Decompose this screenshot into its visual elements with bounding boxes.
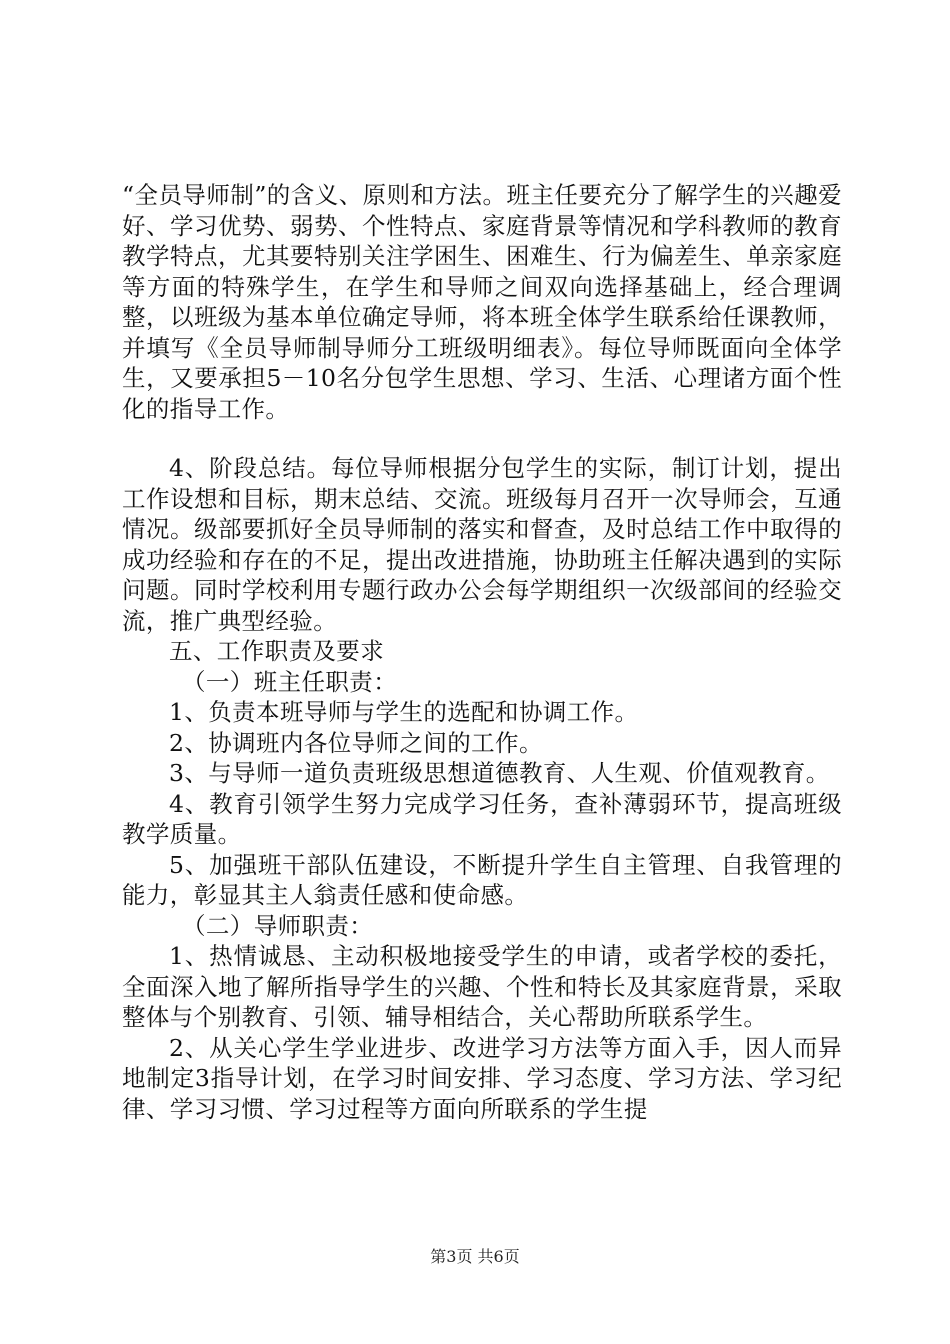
subheading-head-teacher: （一）班主任职责：	[182, 667, 398, 696]
page-number-footer: 第3页 共6页	[430, 1247, 520, 1266]
section-heading-duties: 五、工作职责及要求	[169, 637, 385, 665]
duty-item-2: 2、协调班内各位导师之间的工作。	[169, 728, 543, 757]
mentor-duty-item-2: 2、从关心学生学业进步、改进学习方法等方面入手，因人而异地制定3指导计划，在学习时间安排、学习态度、学习方法、学习纪律、学习习惯、学习过程等方面向所联系的学生提	[122, 1033, 842, 1123]
duty-item-1: 1、负责本班导师与学生的选配和协调工作。	[169, 698, 639, 726]
mentor-duty-item-1: 1、热情诚恳、主动积极地接受学生的申请，或者学校的委托，全面深入地了解所指导学生的兴趣、个性和特长及其家庭背景，采取整体与个别教育、引领、辅导相结合，关心帮助所联系学生。	[122, 942, 842, 1031]
subheading-mentor: （二）导师职责：	[182, 911, 374, 940]
paragraph-stage-summary: 4、阶段总结。每位导师根据分包学生的实际，制订计划，提出工作设想和目标，期末总结、交流。班级每月召开一次导师会，互通情况。级部要抓好全员导师制的落实和督查，及时总结工作中取得的成功经验和存在的不足，提出改进措施，协助班主任解决遇到的实际问题。同时学校利用专题行政办公会每学期组织一次级部间的经验交流，推广典型经验。	[122, 454, 842, 635]
duty-item-5: 5、加强班干部队伍建设，不断提升学生自主管理、自我管理的能力，彰显其主人翁责任感和使命感。	[122, 850, 842, 909]
document-body	[122, 180, 842, 1124]
paragraph-continuation: “全员导师制”的含义、原则和方法。班主任要充分了解学生的兴趣爱好、学习优势、弱势、个性特点、家庭背景等情况和学科教师的教育教学特点，尤其要特别关注学困生、困难生、行为偏差生、单亲家庭等方面的特殊学生，在学生和导师之间双向选择基础上，经合理调整，以班级为基本单位确定导师，将本班全体学生联系给任课教师，并填写《全员导师制导师分工班级明细表》。每位导师既面向全体学生，又要承担5－10名分包学生思想、学习、生活、心理诸方面个性化的指导工作。	[122, 181, 842, 423]
duty-item-3: 3、与导师一道负责班级思想道德教育、人生观、价值观教育。	[169, 759, 830, 787]
paragraph-gap	[122, 424, 842, 453]
duty-item-4: 4、教育引领学生努力完成学习任务，查补薄弱环节，提高班级教学质量。	[122, 789, 842, 848]
